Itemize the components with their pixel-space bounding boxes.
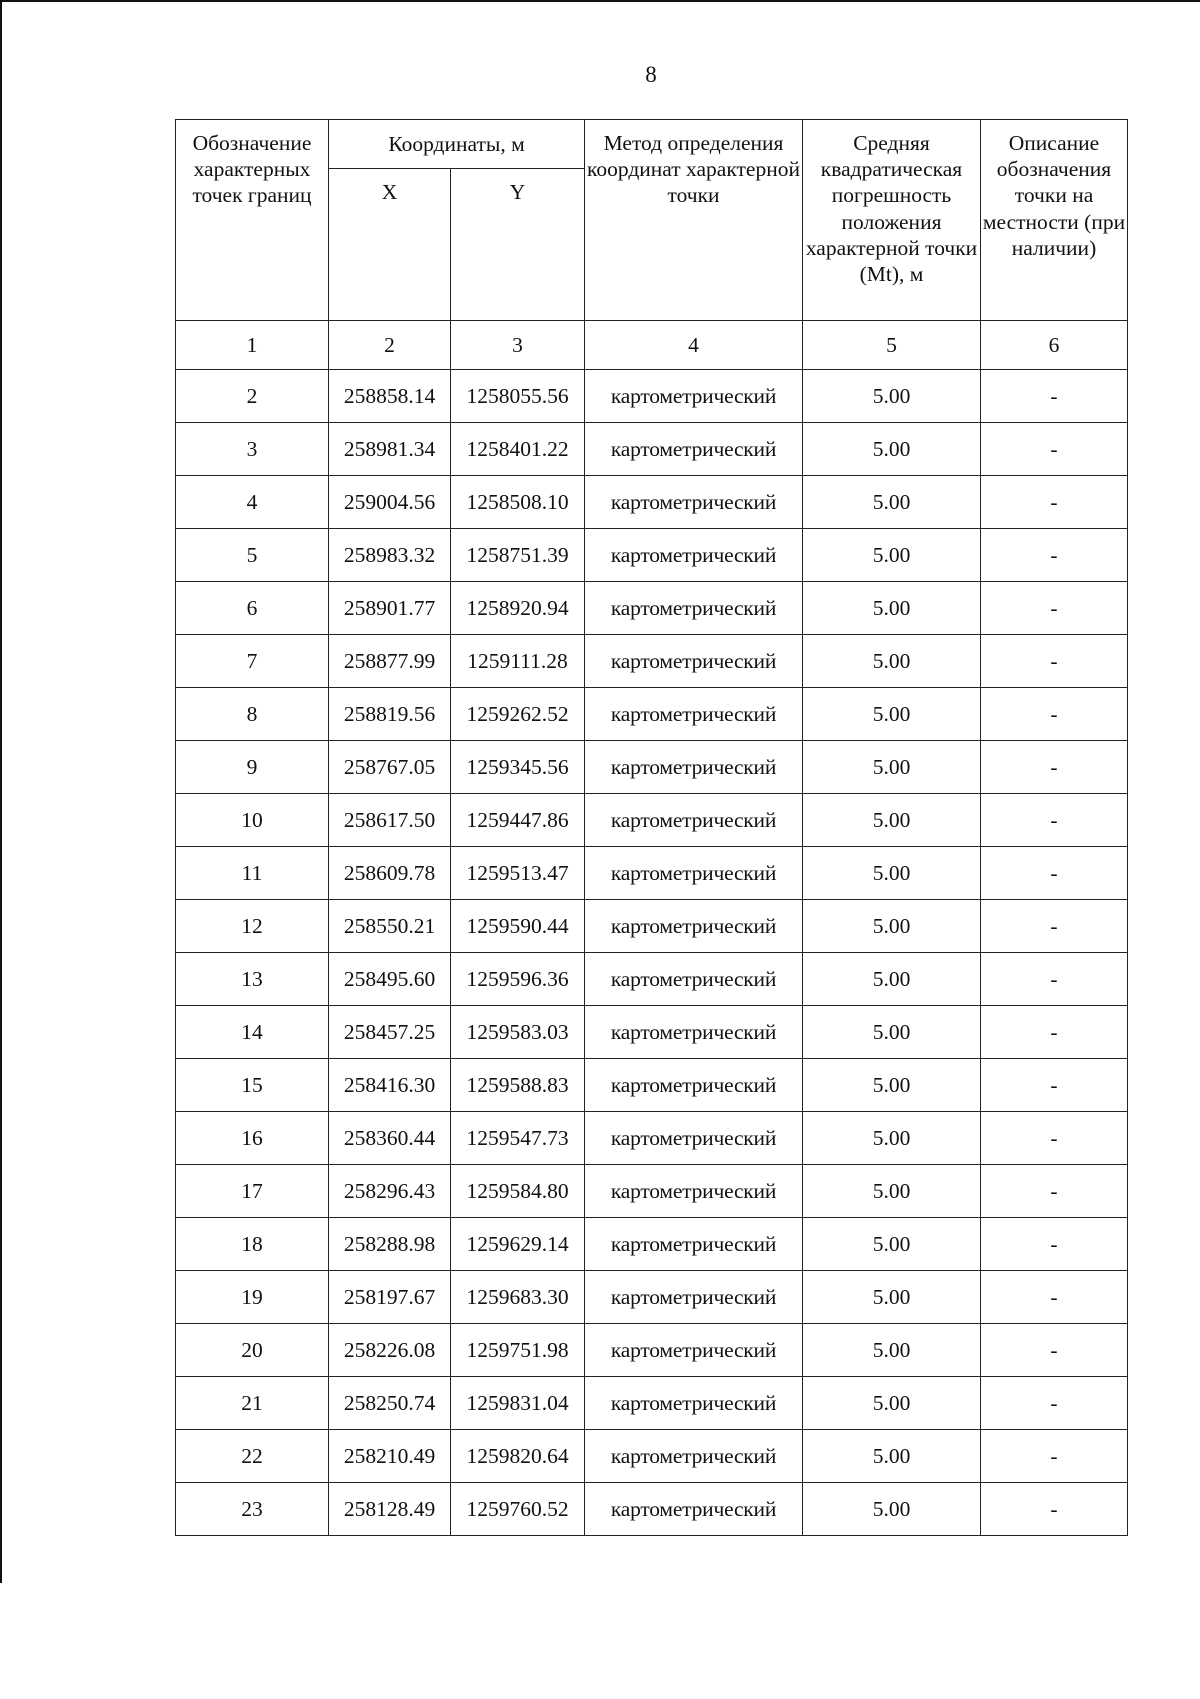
- point-cell: 2: [176, 370, 329, 423]
- point-cell: 10: [176, 794, 329, 847]
- y-coordinate-cell: 1259583.03: [451, 1006, 585, 1059]
- method-cell: картометрический: [585, 1271, 803, 1324]
- method-cell: картометрический: [585, 476, 803, 529]
- error-cell: 5.00: [803, 1165, 981, 1218]
- point-cell: 22: [176, 1430, 329, 1483]
- y-coordinate-cell: 1259629.14: [451, 1218, 585, 1271]
- column-number: 3: [451, 321, 585, 370]
- x-coordinate-cell: 258288.98: [329, 1218, 451, 1271]
- description-cell: -: [981, 1112, 1128, 1165]
- method-cell: картометрический: [585, 1324, 803, 1377]
- x-coordinate-cell: 258457.25: [329, 1006, 451, 1059]
- x-coordinate-cell: 258416.30: [329, 1059, 451, 1112]
- y-coordinate-cell: 1259596.36: [451, 953, 585, 1006]
- point-cell: 8: [176, 688, 329, 741]
- x-coordinate-cell: 259004.56: [329, 476, 451, 529]
- description-cell: -: [981, 688, 1128, 741]
- method-cell: картометрический: [585, 1165, 803, 1218]
- table-row: [176, 1006, 1128, 1059]
- x-coordinate-cell: 258360.44: [329, 1112, 451, 1165]
- x-coordinate-cell: 258296.43: [329, 1165, 451, 1218]
- error-cell: 5.00: [803, 370, 981, 423]
- error-cell: 5.00: [803, 1377, 981, 1430]
- method-cell: картометрический: [585, 688, 803, 741]
- description-cell: -: [981, 953, 1128, 1006]
- table-row: [176, 423, 1128, 476]
- x-coordinate-cell: 258210.49: [329, 1430, 451, 1483]
- table-row: [176, 476, 1128, 529]
- table-row: [176, 1059, 1128, 1112]
- header-point-description: Описание обозначения точки на местности (при наличии): [981, 120, 1128, 321]
- description-cell: -: [981, 1271, 1128, 1324]
- point-cell: 17: [176, 1165, 329, 1218]
- error-cell: 5.00: [803, 900, 981, 953]
- description-cell: -: [981, 1430, 1128, 1483]
- method-cell: картометрический: [585, 423, 803, 476]
- x-coordinate-cell: 258767.05: [329, 741, 451, 794]
- page-border-left: [0, 0, 2, 1583]
- table-row: [176, 370, 1128, 423]
- table-row: [176, 847, 1128, 900]
- column-number: 6: [981, 321, 1128, 370]
- point-cell: 21: [176, 1377, 329, 1430]
- method-cell: картометрический: [585, 370, 803, 423]
- point-cell: 11: [176, 847, 329, 900]
- point-cell: 23: [176, 1483, 329, 1536]
- method-cell: картометрический: [585, 900, 803, 953]
- error-cell: 5.00: [803, 476, 981, 529]
- column-number: 4: [585, 321, 803, 370]
- header-coordinates: Координаты, м: [329, 120, 585, 169]
- header-point-designation: Обозначение характерных точек границ: [176, 120, 329, 321]
- y-coordinate-cell: 1259831.04: [451, 1377, 585, 1430]
- description-cell: -: [981, 900, 1128, 953]
- error-cell: 5.00: [803, 1059, 981, 1112]
- method-cell: картометрический: [585, 953, 803, 1006]
- error-cell: 5.00: [803, 635, 981, 688]
- method-cell: картометрический: [585, 1059, 803, 1112]
- y-coordinate-cell: 1259111.28: [451, 635, 585, 688]
- table-row: [176, 794, 1128, 847]
- error-cell: 5.00: [803, 529, 981, 582]
- error-cell: 5.00: [803, 1218, 981, 1271]
- method-cell: картометрический: [585, 529, 803, 582]
- error-cell: 5.00: [803, 1483, 981, 1536]
- description-cell: -: [981, 847, 1128, 900]
- header-y: Y: [451, 169, 585, 321]
- y-coordinate-cell: 1259588.83: [451, 1059, 585, 1112]
- column-number: 5: [803, 321, 981, 370]
- method-cell: картометрический: [585, 1430, 803, 1483]
- method-cell: картометрический: [585, 635, 803, 688]
- y-coordinate-cell: 1258401.22: [451, 423, 585, 476]
- point-cell: 9: [176, 741, 329, 794]
- x-coordinate-cell: 258877.99: [329, 635, 451, 688]
- point-cell: 16: [176, 1112, 329, 1165]
- table-body: [176, 370, 1128, 1536]
- method-cell: картометрический: [585, 1006, 803, 1059]
- error-cell: 5.00: [803, 1006, 981, 1059]
- error-cell: 5.00: [803, 1271, 981, 1324]
- table-row: [176, 1112, 1128, 1165]
- description-cell: -: [981, 1218, 1128, 1271]
- description-cell: -: [981, 423, 1128, 476]
- description-cell: -: [981, 529, 1128, 582]
- point-cell: 18: [176, 1218, 329, 1271]
- x-coordinate-cell: 258617.50: [329, 794, 451, 847]
- description-cell: -: [981, 1006, 1128, 1059]
- point-cell: 5: [176, 529, 329, 582]
- point-cell: 3: [176, 423, 329, 476]
- x-coordinate-cell: 258609.78: [329, 847, 451, 900]
- x-coordinate-cell: 258226.08: [329, 1324, 451, 1377]
- description-cell: -: [981, 370, 1128, 423]
- error-cell: 5.00: [803, 688, 981, 741]
- table-row: [176, 953, 1128, 1006]
- header-method: Метод определения координат характерной точки: [585, 120, 803, 321]
- method-cell: картометрический: [585, 741, 803, 794]
- error-cell: 5.00: [803, 741, 981, 794]
- table-row: [176, 688, 1128, 741]
- table-row: [176, 1324, 1128, 1377]
- table-row: [176, 635, 1128, 688]
- y-coordinate-cell: 1259590.44: [451, 900, 585, 953]
- description-cell: -: [981, 635, 1128, 688]
- column-number: 2: [329, 321, 451, 370]
- x-coordinate-cell: 258981.34: [329, 423, 451, 476]
- point-cell: 7: [176, 635, 329, 688]
- table-row: [176, 1218, 1128, 1271]
- x-coordinate-cell: 258858.14: [329, 370, 451, 423]
- description-cell: -: [981, 1165, 1128, 1218]
- boundary-points-table: [175, 119, 1128, 1536]
- y-coordinate-cell: 1259547.73: [451, 1112, 585, 1165]
- error-cell: 5.00: [803, 582, 981, 635]
- point-cell: 15: [176, 1059, 329, 1112]
- y-coordinate-cell: 1258055.56: [451, 370, 585, 423]
- table-row: [176, 900, 1128, 953]
- y-coordinate-cell: 1259760.52: [451, 1483, 585, 1536]
- y-coordinate-cell: 1259447.86: [451, 794, 585, 847]
- table-row: [176, 582, 1128, 635]
- table-row: [176, 1377, 1128, 1430]
- error-cell: 5.00: [803, 1112, 981, 1165]
- point-cell: 14: [176, 1006, 329, 1059]
- page-number: 8: [645, 62, 657, 87]
- point-cell: 4: [176, 476, 329, 529]
- description-cell: -: [981, 476, 1128, 529]
- x-coordinate-cell: 258819.56: [329, 688, 451, 741]
- error-cell: 5.00: [803, 847, 981, 900]
- page-border-top: [0, 0, 1200, 2]
- method-cell: картометрический: [585, 1483, 803, 1536]
- method-cell: картометрический: [585, 1218, 803, 1271]
- description-cell: -: [981, 1059, 1128, 1112]
- table-row: [176, 1165, 1128, 1218]
- table-row: [176, 529, 1128, 582]
- column-numbers-row: [176, 321, 1128, 370]
- y-coordinate-cell: 1259513.47: [451, 847, 585, 900]
- description-cell: -: [981, 1483, 1128, 1536]
- point-cell: 13: [176, 953, 329, 1006]
- x-coordinate-cell: 258495.60: [329, 953, 451, 1006]
- column-number: 1: [176, 321, 329, 370]
- x-coordinate-cell: 258250.74: [329, 1377, 451, 1430]
- point-cell: 19: [176, 1271, 329, 1324]
- method-cell: картометрический: [585, 847, 803, 900]
- error-cell: 5.00: [803, 1430, 981, 1483]
- method-cell: картометрический: [585, 582, 803, 635]
- y-coordinate-cell: 1259262.52: [451, 688, 585, 741]
- y-coordinate-cell: 1258508.10: [451, 476, 585, 529]
- error-cell: 5.00: [803, 953, 981, 1006]
- y-coordinate-cell: 1259820.64: [451, 1430, 585, 1483]
- description-cell: -: [981, 794, 1128, 847]
- description-cell: -: [981, 1324, 1128, 1377]
- point-cell: 20: [176, 1324, 329, 1377]
- table-row: [176, 1483, 1128, 1536]
- x-coordinate-cell: 258901.77: [329, 582, 451, 635]
- description-cell: -: [981, 582, 1128, 635]
- x-coordinate-cell: 258128.49: [329, 1483, 451, 1536]
- y-coordinate-cell: 1258751.39: [451, 529, 585, 582]
- x-coordinate-cell: 258983.32: [329, 529, 451, 582]
- table-row: [176, 741, 1128, 794]
- x-coordinate-cell: 258197.67: [329, 1271, 451, 1324]
- header-mean-square-error: Средняя квадратическая погрешность положения характерной точки (Mt), м: [803, 120, 981, 321]
- table-row: [176, 1271, 1128, 1324]
- point-cell: 6: [176, 582, 329, 635]
- error-cell: 5.00: [803, 794, 981, 847]
- description-cell: -: [981, 1377, 1128, 1430]
- method-cell: картометрический: [585, 794, 803, 847]
- description-cell: -: [981, 741, 1128, 794]
- y-coordinate-cell: 1259584.80: [451, 1165, 585, 1218]
- method-cell: картометрический: [585, 1112, 803, 1165]
- method-cell: картометрический: [585, 1377, 803, 1430]
- error-cell: 5.00: [803, 423, 981, 476]
- header-x: X: [329, 169, 451, 321]
- y-coordinate-cell: 1258920.94: [451, 582, 585, 635]
- x-coordinate-cell: 258550.21: [329, 900, 451, 953]
- point-cell: 12: [176, 900, 329, 953]
- y-coordinate-cell: 1259345.56: [451, 741, 585, 794]
- table-row: [176, 1430, 1128, 1483]
- error-cell: 5.00: [803, 1324, 981, 1377]
- y-coordinate-cell: 1259751.98: [451, 1324, 585, 1377]
- y-coordinate-cell: 1259683.30: [451, 1271, 585, 1324]
